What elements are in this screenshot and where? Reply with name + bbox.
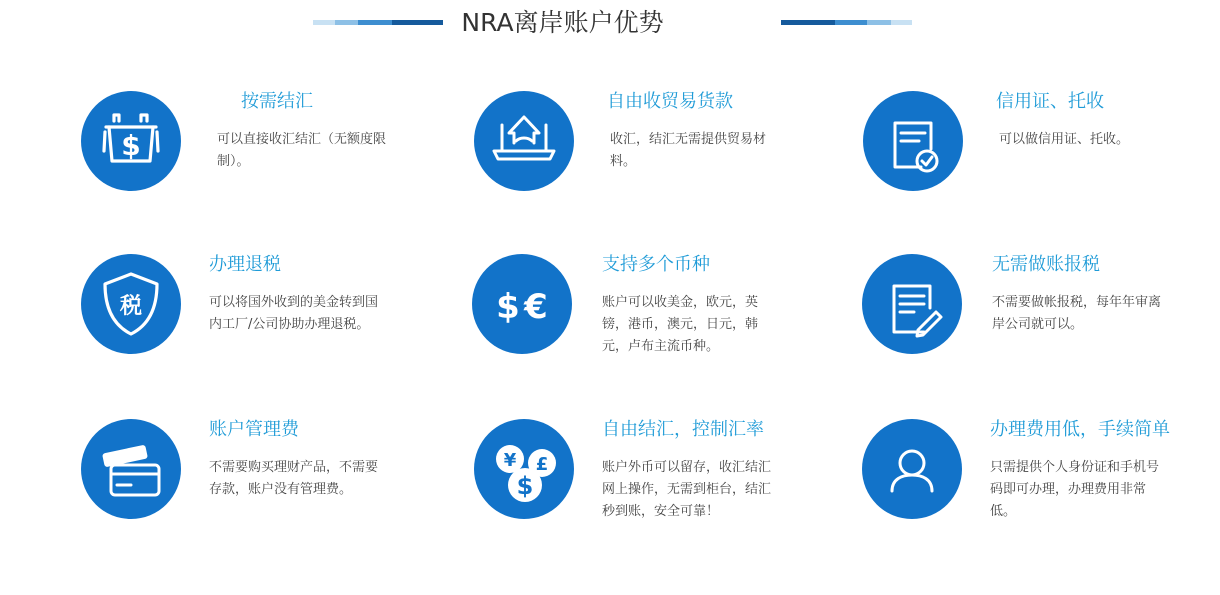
feature-desc: 可以直接收汇结汇（无额度限制）。	[217, 132, 387, 169]
money-bag-dollar-icon	[81, 91, 181, 191]
section-header	[0, 0, 1220, 48]
feature-title: 办理退税	[209, 254, 281, 275]
feature-desc: 不需要做帐报税，每年年审离岸公司就可以。	[992, 295, 1162, 332]
feature-card-low-cost	[862, 419, 1220, 529]
svg-text:¥: ¥	[503, 450, 517, 471]
feature-title: 自由结汇，控制汇率	[602, 419, 764, 440]
svg-text:£: £	[535, 454, 549, 475]
header-decor-line-left	[313, 20, 443, 25]
feature-icon-circle	[81, 254, 181, 354]
feature-title: 按需结汇	[241, 91, 313, 112]
laptop-upload-icon	[474, 91, 574, 191]
feature-icon-circle	[472, 254, 572, 354]
feature-desc: 只需提供个人身份证和手机号码即可办理，办理费用非常低。	[990, 460, 1160, 519]
feature-card-settle-on-demand	[81, 91, 451, 201]
feature-desc: 可以做信用证、托收。	[999, 132, 1130, 147]
feature-card-tax-refund	[81, 254, 451, 364]
user-icon	[862, 419, 962, 519]
svg-text:$: $	[121, 129, 141, 162]
dollar-euro-icon	[472, 254, 572, 354]
feature-icon-circle	[81, 419, 181, 519]
shield-tax-icon	[81, 254, 181, 354]
feature-icon-circle	[474, 91, 574, 191]
feature-title: 办理费用低，手续简单	[990, 419, 1170, 440]
feature-card-free-settlement	[474, 419, 844, 529]
feature-title: 信用证、托收	[996, 91, 1104, 112]
feature-icon-circle	[81, 91, 181, 191]
feature-title: 账户管理费	[209, 419, 299, 440]
svg-text:$: $	[516, 472, 534, 500]
coins-currency-icon	[474, 419, 574, 519]
svg-text:€: €	[524, 287, 548, 327]
feature-card-no-bookkeeping	[862, 254, 1220, 364]
svg-text:税: 税	[119, 294, 143, 319]
svg-text:$: $	[496, 287, 520, 327]
feature-card-trade-payments	[474, 91, 844, 201]
feature-icon-circle	[474, 419, 574, 519]
credit-cards-icon	[81, 419, 181, 519]
header-decor-line-right	[781, 20, 912, 25]
document-edit-icon	[862, 254, 962, 354]
feature-desc: 不需要购买理财产品，不需要存款，账户没有管理费。	[209, 460, 379, 497]
feature-title: 自由收贸易货款	[607, 91, 733, 112]
section-title: NRA离岸账户优势	[461, 8, 664, 37]
feature-icon-circle	[862, 419, 962, 519]
feature-card-multi-currency	[472, 254, 842, 364]
feature-desc: 账户外币可以留存，收汇结汇网上操作，无需到柜台，结汇秒到账，安全可靠！	[602, 460, 772, 519]
feature-desc: 可以将国外收到的美金转到国内工厂/公司协助办理退税。	[209, 295, 379, 332]
feature-desc: 收汇，结汇无需提供贸易材料。	[610, 132, 767, 169]
feature-desc: 账户可以收美金，欧元，英镑，港币，澳元，日元，韩元，卢布主流币种。	[602, 295, 759, 354]
feature-title: 无需做账报税	[992, 254, 1100, 275]
feature-icon-circle	[863, 91, 963, 191]
feature-title: 支持多个币种	[602, 254, 710, 275]
feature-icon-circle	[862, 254, 962, 354]
feature-card-letter-of-credit	[863, 91, 1220, 201]
document-check-icon	[863, 91, 963, 191]
feature-card-account-fee	[81, 419, 451, 529]
